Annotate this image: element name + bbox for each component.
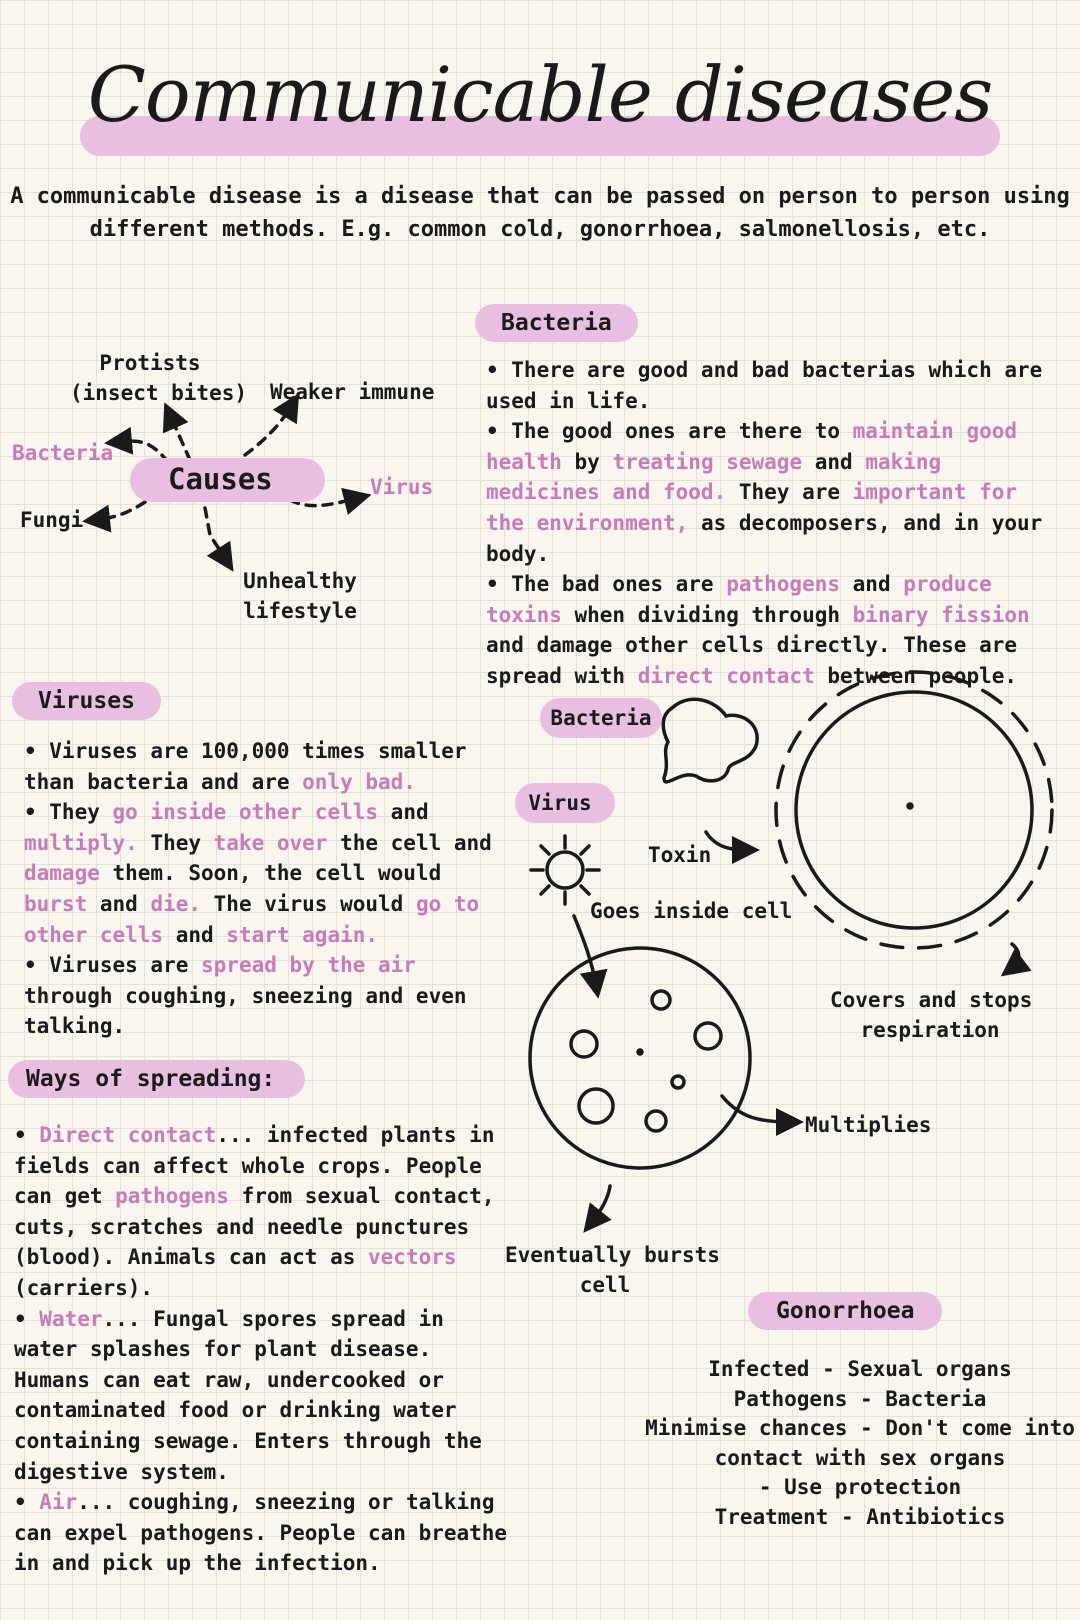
highlighted-text: start again. xyxy=(226,922,379,947)
cause-fungi: Fungi xyxy=(20,508,84,532)
page-title: Communicable diseases xyxy=(87,50,993,139)
goes-inside-arrow xyxy=(574,916,596,985)
highlighted-text: pathogens xyxy=(726,572,841,597)
highlighted-text: treating sewage xyxy=(612,449,803,474)
text-segment: by xyxy=(561,449,613,474)
cause-bacteria: Bacteria xyxy=(12,441,114,465)
highlighted-text: Direct contact xyxy=(39,1123,217,1147)
highlighted-text: binary fission xyxy=(852,602,1030,627)
virus-particle xyxy=(531,836,599,904)
diagram-bacteria-label: Bacteria xyxy=(550,706,652,730)
spreading-para-2 xyxy=(14,1304,514,1488)
text-segment: The virus would xyxy=(201,891,416,916)
highlighted-text: vectors xyxy=(368,1245,457,1270)
cause-virus: Virus xyxy=(370,475,434,499)
arrow-to-unhealthy xyxy=(205,508,226,560)
gonorrhoea-line: Infected - Sexual organs xyxy=(708,1357,1012,1381)
text-segment: and damage other cells directly. These are spread with xyxy=(486,633,1018,688)
diagram-virus-label: Virus xyxy=(528,791,592,815)
cell-nucleus-dot xyxy=(908,804,912,808)
text-segment: • They xyxy=(24,800,113,825)
highlighted-text: Air xyxy=(39,1490,78,1515)
text-segment: and xyxy=(802,449,866,474)
intro-text: A communicable disease is a disease that can be passed on person to person using different methods. E.g. common cold, gonorrhoea, salmonellosis, etc. xyxy=(10,184,1070,242)
text-segment: • Viruses are 100,000 times smaller than bacteria and are xyxy=(24,739,467,794)
covers-arrow xyxy=(1012,944,1019,968)
highlighted-text: making medicines and food. xyxy=(486,449,942,505)
text-segment: They are xyxy=(726,480,853,505)
gonorrhoea-line: Treatment - Antibiotics xyxy=(714,1504,1006,1529)
gonorrhoea-line: - Use protection xyxy=(758,1475,962,1499)
spreading-heading: Ways of spreading: xyxy=(8,1060,305,1098)
highlighted-text: direct contact xyxy=(637,663,815,688)
highlighted-text: maintain good health xyxy=(486,419,1018,474)
text-segment: • Viruses are xyxy=(24,953,202,978)
highlighted-text: only bad. xyxy=(302,769,416,794)
text-segment: ... Fungal spores spread in water splashes for plant disease. Humans can eat raw, undercooked or contaminated food or drinking water containing sewage. Enters through the digestive system. xyxy=(14,1306,482,1484)
highlighted-text: damage xyxy=(24,861,100,886)
highlighted-text: burst xyxy=(24,891,88,916)
text-segment: as decomposers, and in your body. xyxy=(486,510,1043,566)
text-segment: • There are good and bad bacterias which are used in life. xyxy=(486,358,1043,413)
highlighted-text: produce toxins xyxy=(486,572,992,627)
text-segment: through coughing, sneezing and even talking. xyxy=(24,983,467,1039)
text-segment: • The bad ones are xyxy=(486,572,727,597)
text-segment: from sexual contact, cuts, scratches and needle punctures (blood). Animals can act as xyxy=(14,1184,495,1270)
highlighted-text: die. xyxy=(150,891,202,916)
cause-weaker-immune: Weaker immune xyxy=(270,380,435,404)
spreading-para-1 xyxy=(14,1120,514,1304)
text-segment: • The good ones are there to xyxy=(486,419,853,444)
text-segment: the cell and xyxy=(327,830,492,855)
bacteria-blob xyxy=(663,699,757,782)
text-segment: and xyxy=(378,800,429,825)
viruses-para-2 xyxy=(24,797,504,950)
viruses-heading: Viruses xyxy=(12,682,161,720)
cause-protists: Protists (insect bites) xyxy=(70,351,248,405)
viruses-text xyxy=(24,736,504,1042)
highlighted-text: go inside other cells xyxy=(112,800,379,825)
text-segment: (carriers). xyxy=(14,1275,154,1300)
viruses-para-1 xyxy=(24,736,504,797)
text-segment: them. Soon, the cell would xyxy=(99,861,442,886)
highlighted-text: spread by the air xyxy=(201,953,416,978)
diagram-goes-inside-label: Goes inside cell xyxy=(590,899,793,923)
text-segment: and xyxy=(840,572,904,597)
diagram-multiplies-label: Multiplies xyxy=(805,1113,932,1137)
highlighted-text: important for the environment, xyxy=(486,480,1018,535)
text-segment: and xyxy=(87,891,151,916)
diagram-bursts-label: Eventually bursts cell xyxy=(505,1243,720,1297)
causes-center: Causes xyxy=(168,462,273,496)
text-segment: and xyxy=(163,922,227,947)
toxin-ring-dashed xyxy=(776,672,1052,948)
text-segment: ... coughing, sneezing or talking can expel pathogens. People can breathe in and pick up the infection. xyxy=(14,1490,508,1576)
bacteria-para-1 xyxy=(486,355,1056,416)
spreading-para-3 xyxy=(14,1487,514,1579)
highlighted-text: multiply. xyxy=(24,830,138,855)
host-cell-large xyxy=(796,692,1032,928)
arrow-to-fungi xyxy=(96,502,145,520)
diagram-toxin-label: Toxin xyxy=(648,843,712,867)
text-segment: They xyxy=(137,830,214,855)
bacteria-para-3 xyxy=(486,569,1056,691)
bacteria-para-2 xyxy=(486,416,1056,569)
gonorrhoea-line: Minimise chances - Don't come into xyxy=(645,1416,1075,1440)
arrow-to-weaker-immune xyxy=(245,405,292,455)
arrow-to-protists xyxy=(170,415,190,460)
gonorrhoea-line: contact with sex organs xyxy=(714,1445,1006,1470)
text-segment: • xyxy=(14,1123,40,1147)
text-segment: between people. xyxy=(814,663,1018,688)
cause-unhealthy-lifestyle: Unhealthy lifestyle xyxy=(243,569,357,623)
highlighted-text: go to other cells xyxy=(24,891,480,947)
text-segment: when dividing through xyxy=(561,602,853,627)
spreading-text xyxy=(14,1120,514,1579)
toxin-arrow xyxy=(706,832,746,850)
diagram-covers-label: Covers and stops respiration xyxy=(830,988,1033,1042)
viruses-para-3 xyxy=(24,950,504,1042)
highlighted-text: Water xyxy=(39,1306,103,1331)
gonorrhoea-facts xyxy=(640,1355,1080,1532)
highlighted-text: take over xyxy=(213,830,328,855)
bacteria-text xyxy=(486,355,1056,692)
highlighted-text: pathogens xyxy=(115,1184,229,1209)
bacteria-heading: Bacteria xyxy=(475,304,638,342)
infected-cell xyxy=(530,948,750,1168)
gonorrhoea-line: Pathogens - Bacteria xyxy=(733,1386,987,1411)
text-segment: • xyxy=(14,1306,40,1331)
gonorrhoea-heading: Gonorrhoea xyxy=(748,1292,942,1330)
bursts-arrow xyxy=(592,1186,610,1222)
text-segment: ... infected plants in fields can affect whole crops. People can get xyxy=(14,1123,495,1209)
text-segment: • xyxy=(14,1490,40,1515)
